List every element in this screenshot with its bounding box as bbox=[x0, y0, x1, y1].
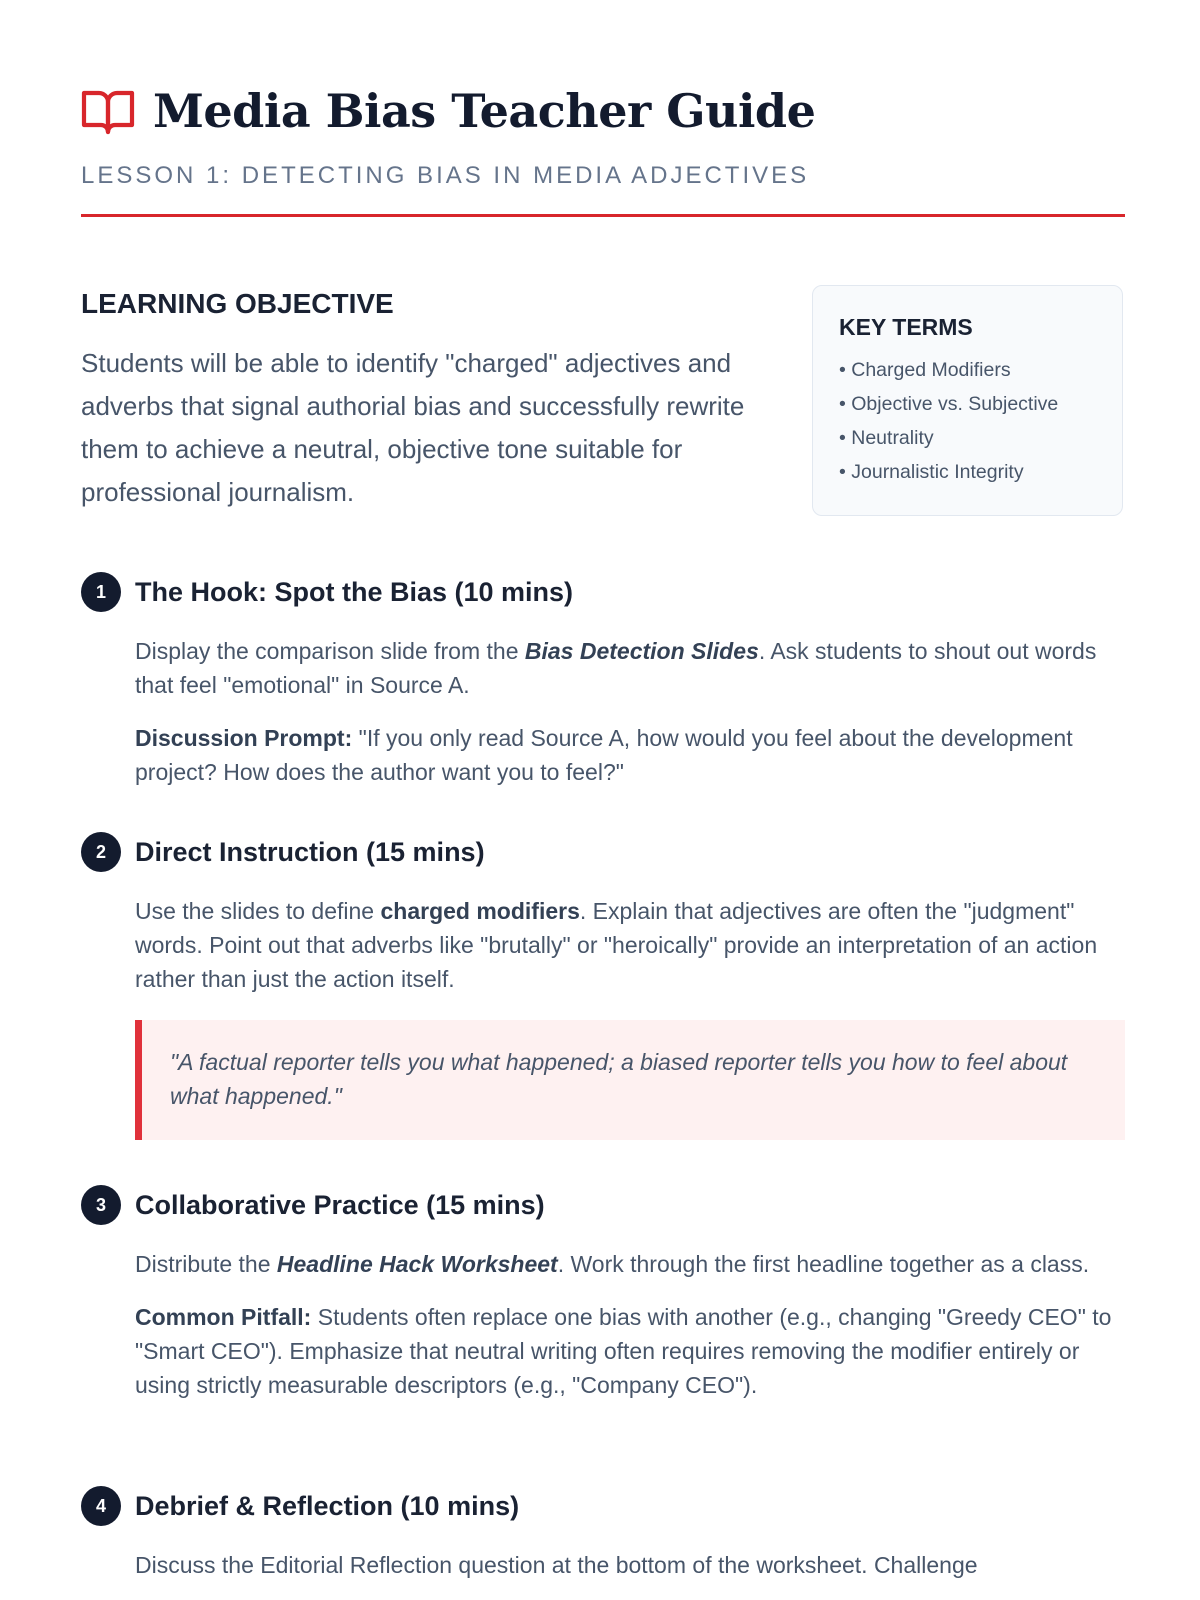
step-4 bbox=[81, 1486, 1125, 1582]
step-body bbox=[135, 1548, 1125, 1582]
key-concept: charged modifiers bbox=[380, 898, 580, 924]
key-term-item: • Journalistic Integrity bbox=[839, 455, 1096, 489]
text-segment: . Work through the first headline together as a class. bbox=[557, 1251, 1090, 1277]
text-segment: Display the comparison slide from the bbox=[135, 638, 525, 664]
step-1 bbox=[81, 572, 1125, 789]
step-body bbox=[135, 894, 1125, 1140]
learning-objective-heading: LEARNING OBJECTIVE bbox=[81, 288, 394, 319]
step-title: Debrief & Reflection (10 mins) bbox=[135, 1490, 520, 1521]
header-divider bbox=[81, 214, 1125, 217]
title-row bbox=[81, 80, 1125, 142]
text-segment: . Ask students to shout out words that feel "emotional" in Source A. bbox=[135, 638, 1097, 698]
document-title: Media Bias Teacher Guide bbox=[153, 84, 816, 138]
key-terms-list bbox=[839, 353, 1096, 489]
step-body bbox=[135, 634, 1125, 789]
step-header bbox=[81, 572, 1125, 612]
step-title: The Hook: Spot the Bias (10 mins) bbox=[135, 576, 574, 607]
lesson-subtitle: LESSON 1: DETECTING BIAS IN MEDIA ADJECTIVES bbox=[81, 162, 810, 189]
step-3 bbox=[81, 1185, 1125, 1402]
open-book-icon bbox=[81, 87, 135, 135]
step-number-badge: 3 bbox=[81, 1185, 121, 1225]
step-paragraph: Discuss the Editorial Reflection question at the bottom of the worksheet. Challenge bbox=[135, 1552, 978, 1578]
text-segment: . Explain that adjectives are often the "judgment" words. Point out that adverbs like "brutally" or "heroically" provide an interpretation of an action rather than just the action itself. bbox=[135, 898, 1098, 992]
step-header bbox=[81, 1486, 1125, 1526]
step-paragraph bbox=[135, 1247, 1125, 1281]
step-paragraph bbox=[135, 894, 1125, 996]
key-terms-heading: KEY TERMS bbox=[839, 314, 973, 340]
step-header bbox=[81, 832, 1125, 872]
pull-quote bbox=[135, 1020, 1125, 1140]
document-header bbox=[81, 80, 1125, 188]
pitfall-label: Common Pitfall: bbox=[135, 1304, 312, 1330]
key-terms-box bbox=[812, 285, 1123, 516]
step-title: Direct Instruction (15 mins) bbox=[135, 836, 485, 867]
step-paragraph bbox=[135, 634, 1125, 702]
text-segment: Distribute the bbox=[135, 1251, 277, 1277]
step-number-badge: 4 bbox=[81, 1486, 121, 1526]
common-pitfall bbox=[135, 1300, 1125, 1402]
learning-objective bbox=[81, 290, 761, 514]
step-body bbox=[135, 1247, 1125, 1402]
step-title: Collaborative Practice (15 mins) bbox=[135, 1189, 545, 1220]
step-2 bbox=[81, 832, 1125, 1140]
learning-objective-text: Students will be able to identify "charged" adjectives and adverbs that signal authorial bias and successfully rewrite them to achieve a neutral, objective tone suitable for professional journalism. bbox=[81, 348, 745, 507]
discussion-prompt bbox=[135, 721, 1125, 789]
quote-text: "A factual reporter tells you what happened; a biased reporter tells you how to feel about what happened." bbox=[170, 1049, 1068, 1109]
resource-title: Headline Hack Worksheet bbox=[276, 1251, 558, 1277]
text-segment: Use the slides to define bbox=[135, 898, 381, 924]
step-number-badge: 2 bbox=[81, 832, 121, 872]
resource-title: Bias Detection Slides bbox=[524, 638, 759, 664]
pitfall-text: Students often replace one bias with another (e.g., changing "Greedy CEO" to "Smart CEO"). Emphasize that neutral writing often requires removing the modifier entirely or using strictly measurable descriptors (e.g., "Company CEO"). bbox=[135, 1304, 1112, 1398]
key-term-item: • Charged Modifiers bbox=[839, 353, 1096, 387]
step-number-badge: 1 bbox=[81, 572, 121, 612]
key-term-item: • Objective vs. Subjective bbox=[839, 387, 1096, 421]
prompt-label: Discussion Prompt: bbox=[135, 725, 353, 751]
key-term-item: • Neutrality bbox=[839, 421, 1096, 455]
step-header bbox=[81, 1185, 1125, 1225]
prompt-text: "If you only read Source A, how would you feel about the development project? How does the author want you to feel?" bbox=[135, 725, 1073, 785]
